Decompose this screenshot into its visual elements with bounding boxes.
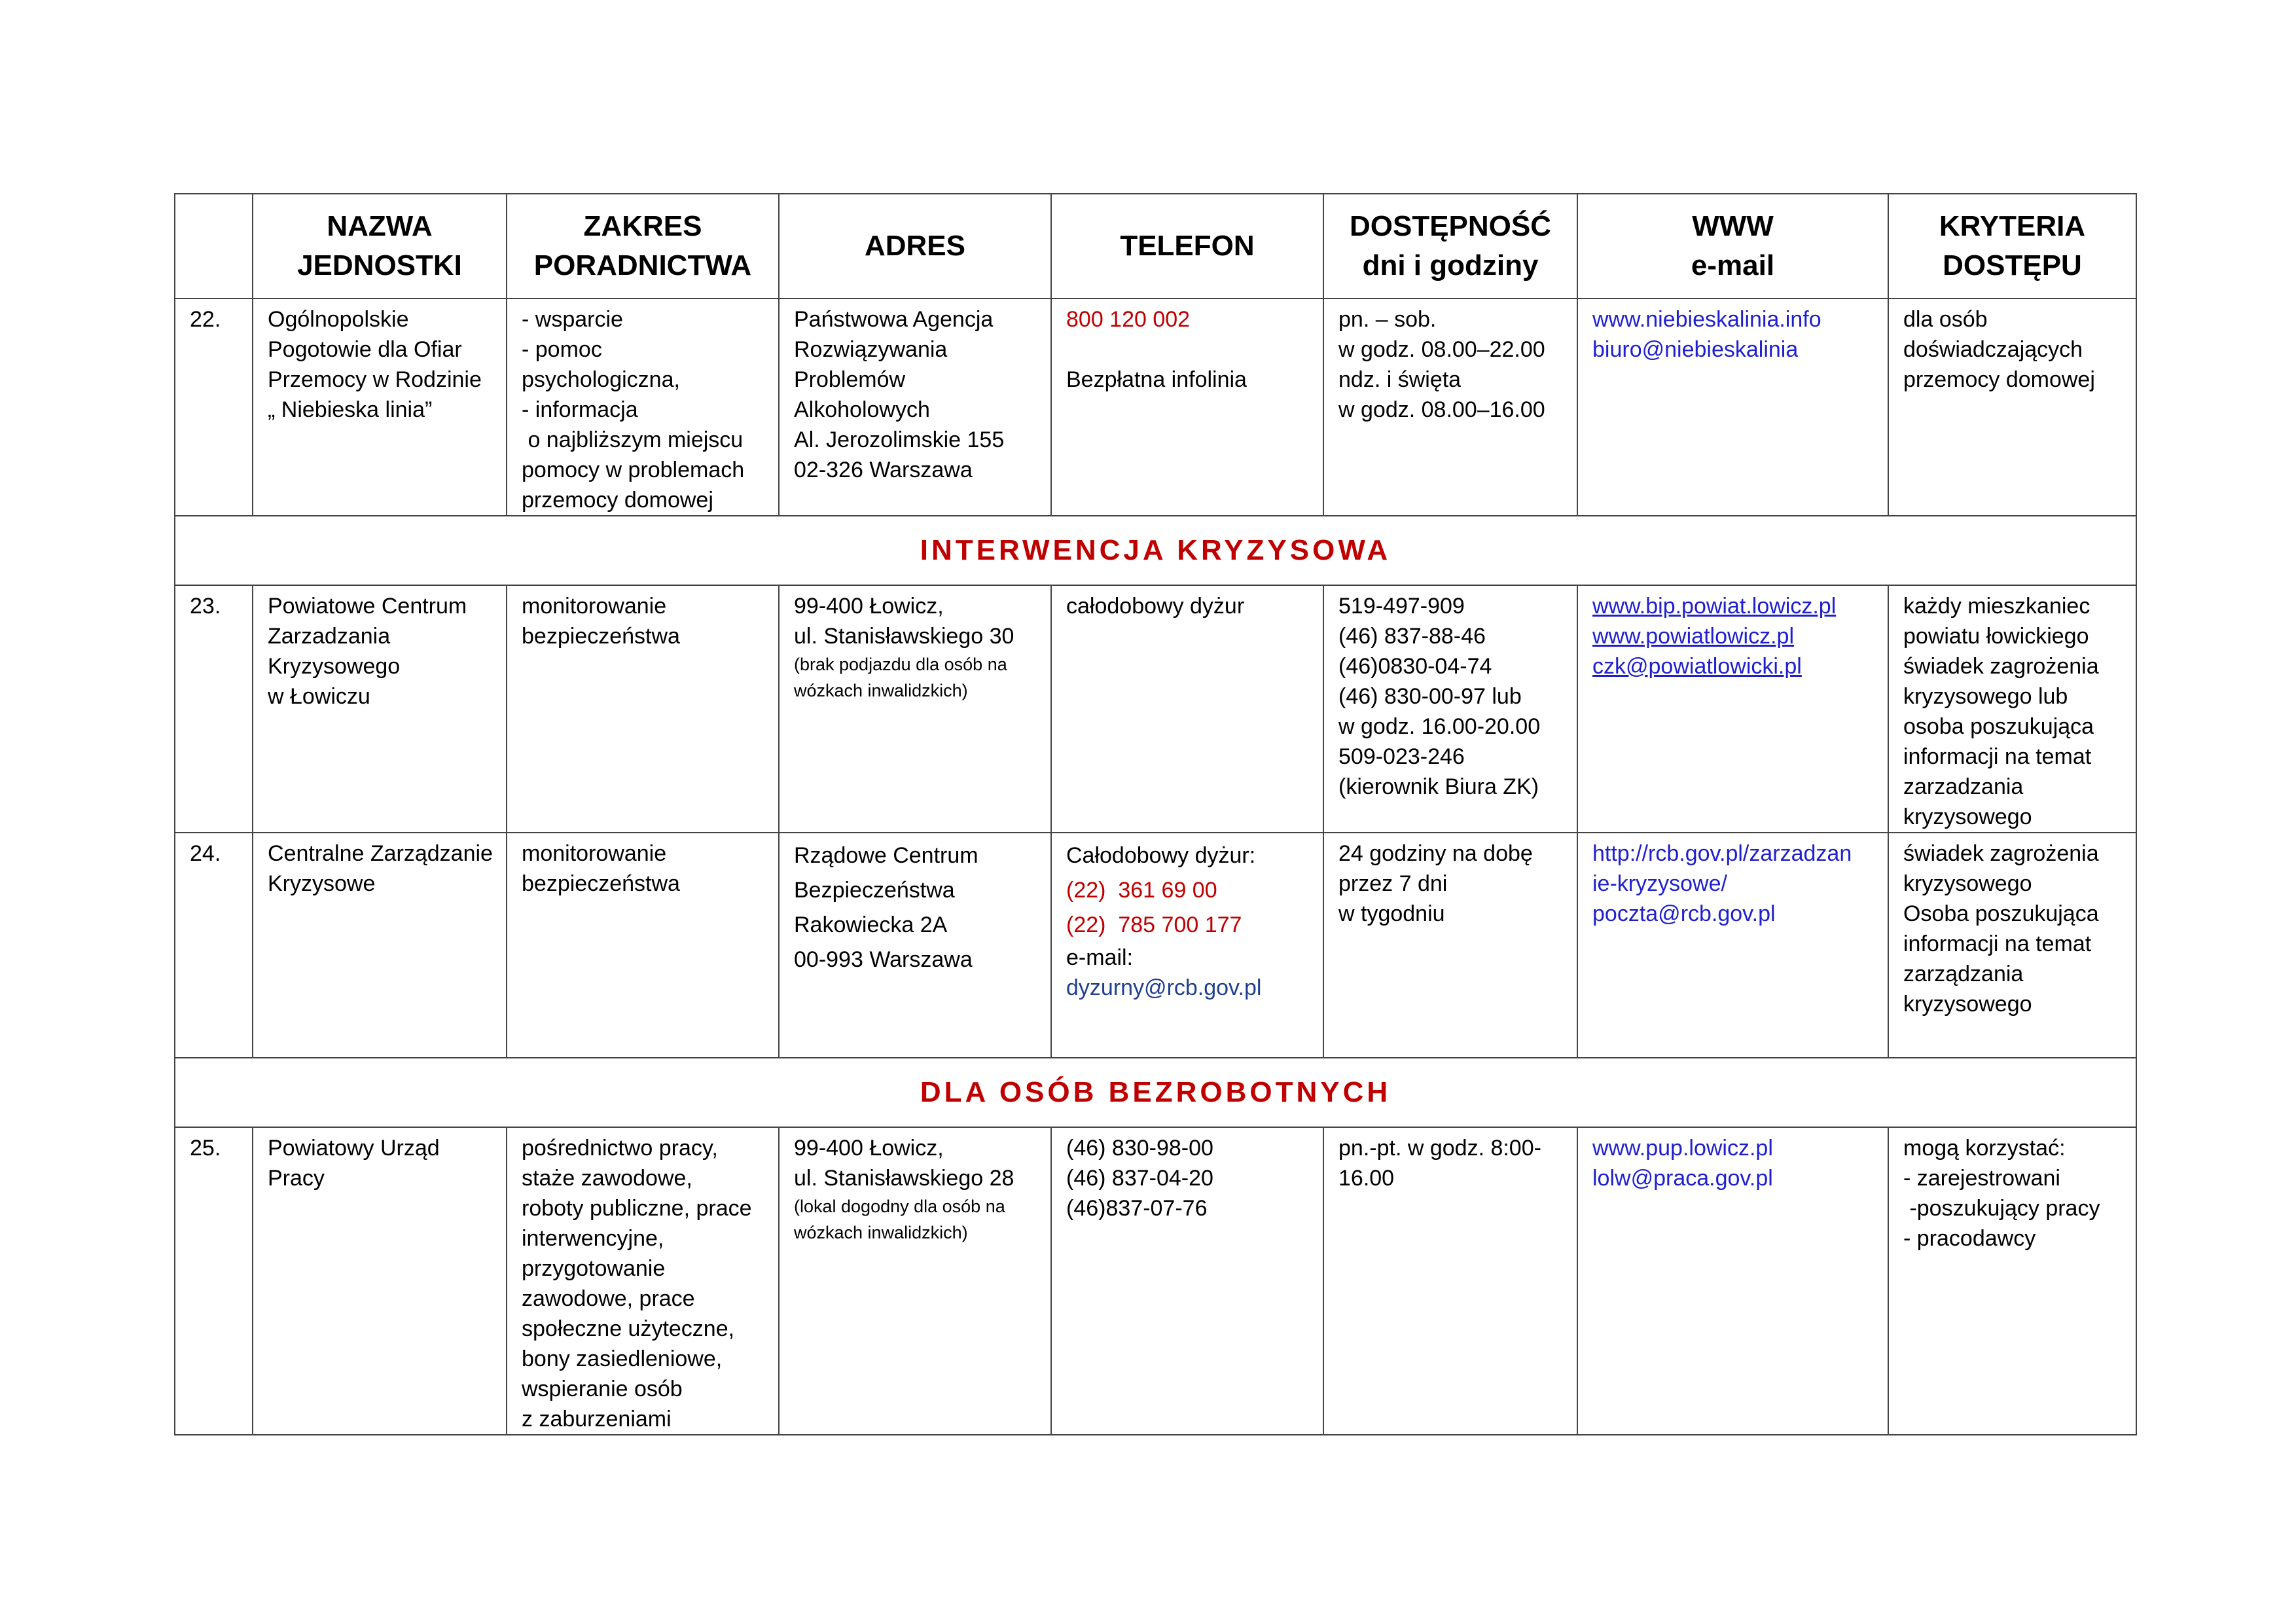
- table-row: [175, 585, 2136, 833]
- cell-telefon: (46) 830-98-00 (46) 837-04-20 (46)837-07-76: [1051, 1127, 1323, 1435]
- section-title: INTERWENCJA KRYZYSOWA: [175, 516, 2136, 585]
- header-nr: [175, 194, 253, 298]
- phone-number[interactable]: (22) 785 700 177: [1066, 912, 1242, 937]
- cell-nazwa: Powiatowe Centrum Zarzadzania Kryzysowego w Łowiczu: [253, 585, 507, 833]
- section-title: DLA OSÓB BEZROBOTNYCH: [175, 1058, 2136, 1127]
- table-row: [175, 1127, 2136, 1435]
- cell-www: [1577, 1127, 1888, 1435]
- header-zakres: ZAKRES PORADNICTWA: [507, 194, 779, 298]
- header-kryteria: KRYTERIA DOSTĘPU: [1888, 194, 2136, 298]
- cell-adres: 99-400 Łowicz, ul. Stanisławskiego 28 (lokal dogodny dla osób na wózkach inwalidzkich): [779, 1127, 1051, 1435]
- table-row: [175, 298, 2136, 516]
- section-row: [175, 1058, 2136, 1127]
- row-number: 25.: [175, 1127, 253, 1435]
- cell-zakres: pośrednictwo pracy, staże zawodowe, roboty publiczne, prace interwencyjne, przygotowanie zawodowe, prace społeczne użyteczne, bony zasiedleniowe, wspieranie osób z zaburzeniami: [507, 1127, 779, 1435]
- cell-kryteria: mogą korzystać: - zarejestrowani -poszukujący pracy - pracodawcy: [1888, 1127, 2136, 1435]
- cell-dostepnosc: 24 godziny na dobę przez 7 dni w tygodniu: [1323, 833, 1577, 1058]
- cell-nazwa: Centralne Zarządzanie Kryzysowe: [253, 833, 507, 1058]
- website-link[interactable]: www.bip.powiat.lowicz.pl: [1592, 594, 1837, 619]
- cell-nazwa: Ogólnopolskie Pogotowie dla Ofiar Przemocy w Rodzinie „ Niebieska linia”: [253, 298, 507, 516]
- cell-telefon: całodobowy dyżur: [1051, 585, 1323, 833]
- header-telefon: TELEFON: [1051, 194, 1323, 298]
- cell-dostepnosc: 519-497-909 (46) 837-88-46 (46)0830-04-74 (46) 830-00-97 lub w godz. 16.00-20.00 509-023-246 (kierownik Biura ZK): [1323, 585, 1577, 833]
- header-row: [175, 194, 2136, 298]
- row-number: 22.: [175, 298, 253, 516]
- cell-adres: Państwowa Agencja Rozwiązywania Problemów Alkoholowych Al. Jerozolimskie 155 02-326 Warszawa: [779, 298, 1051, 516]
- header-dostepnosc: DOSTĘPNOŚĆ dni i godziny: [1323, 194, 1577, 298]
- cell-zakres: monitorowanie bezpieczeństwa: [507, 585, 779, 833]
- cell-kryteria: dla osób doświadczających przemocy domowej: [1888, 298, 2136, 516]
- row-number: 23.: [175, 585, 253, 833]
- email-link[interactable]: poczta@rcb.gov.pl: [1592, 901, 1776, 926]
- phone-number[interactable]: (22) 361 69 00: [1066, 878, 1217, 903]
- email-link[interactable]: czk@powiatlowicki.pl: [1592, 654, 1802, 679]
- website-link[interactable]: www.pup.lowicz.pl: [1592, 1136, 1773, 1161]
- website-link[interactable]: www.powiatlowicz.pl: [1592, 624, 1794, 649]
- phone-number[interactable]: 800 120 002: [1066, 307, 1191, 332]
- cell-nazwa: Powiatowy Urząd Pracy: [253, 1127, 507, 1435]
- cell-kryteria: każdy mieszkaniec powiatu łowickiego świadek zagrożenia kryzysowego lub osoba poszukująca informacji na temat zarzadzania kryzysowego: [1888, 585, 2136, 833]
- header-nazwa: NAZWA JEDNOSTKI: [253, 194, 507, 298]
- cell-telefon: 800 120 002 Bezpłatna infolinia: [1051, 298, 1323, 516]
- cell-adres: 99-400 Łowicz, ul. Stanisławskiego 30 (brak podjazdu dla osób na wózkach inwalidzkich): [779, 585, 1051, 833]
- cell-dostepnosc: pn.-pt. w godz. 8:00- 16.00: [1323, 1127, 1577, 1435]
- website-link[interactable]: http://rcb.gov.pl/zarzadzan: [1592, 841, 1852, 866]
- cell-kryteria: świadek zagrożenia kryzysowego Osoba poszukująca informacji na temat zarządzania kryzysowego: [1888, 833, 2136, 1058]
- email-link[interactable]: dyzurny@rcb.gov.pl: [1066, 975, 1262, 1000]
- cell-www: [1577, 585, 1888, 833]
- table-row: [175, 833, 2136, 1058]
- row-number: 24.: [175, 833, 253, 1058]
- cell-www: [1577, 298, 1888, 516]
- section-row: [175, 516, 2136, 585]
- email-link[interactable]: lolw@praca.gov.pl: [1592, 1166, 1773, 1191]
- website-link[interactable]: ie-kryzysowe/: [1592, 871, 1727, 896]
- cell-www: [1577, 833, 1888, 1058]
- cell-dostepnosc: pn. – sob. w godz. 08.00–22.00 ndz. i święta w godz. 08.00–16.00: [1323, 298, 1577, 516]
- website-link[interactable]: www.niebieskalinia.info: [1592, 307, 1821, 332]
- cell-zakres: monitorowanie bezpieczeństwa: [507, 833, 779, 1058]
- cell-zakres: - wsparcie - pomoc psychologiczna, - informacja o najbliższym miejscu pomocy w problemach przemocy domowej: [507, 298, 779, 516]
- contact-table: [174, 193, 2137, 1435]
- header-www: WWW e-mail: [1577, 194, 1888, 298]
- cell-telefon: Całodobowy dyżur: (22) 361 69 00 (22) 785 700 177 e-mail: dyzurny@rcb.gov.pl: [1051, 833, 1323, 1058]
- cell-adres: Rządowe Centrum Bezpieczeństwa Rakowiecka 2A 00-993 Warszawa: [779, 833, 1051, 1058]
- document-page: [174, 193, 2136, 1435]
- email-link[interactable]: biuro@niebieskalinia: [1592, 337, 1799, 362]
- header-adres: ADRES: [779, 194, 1051, 298]
